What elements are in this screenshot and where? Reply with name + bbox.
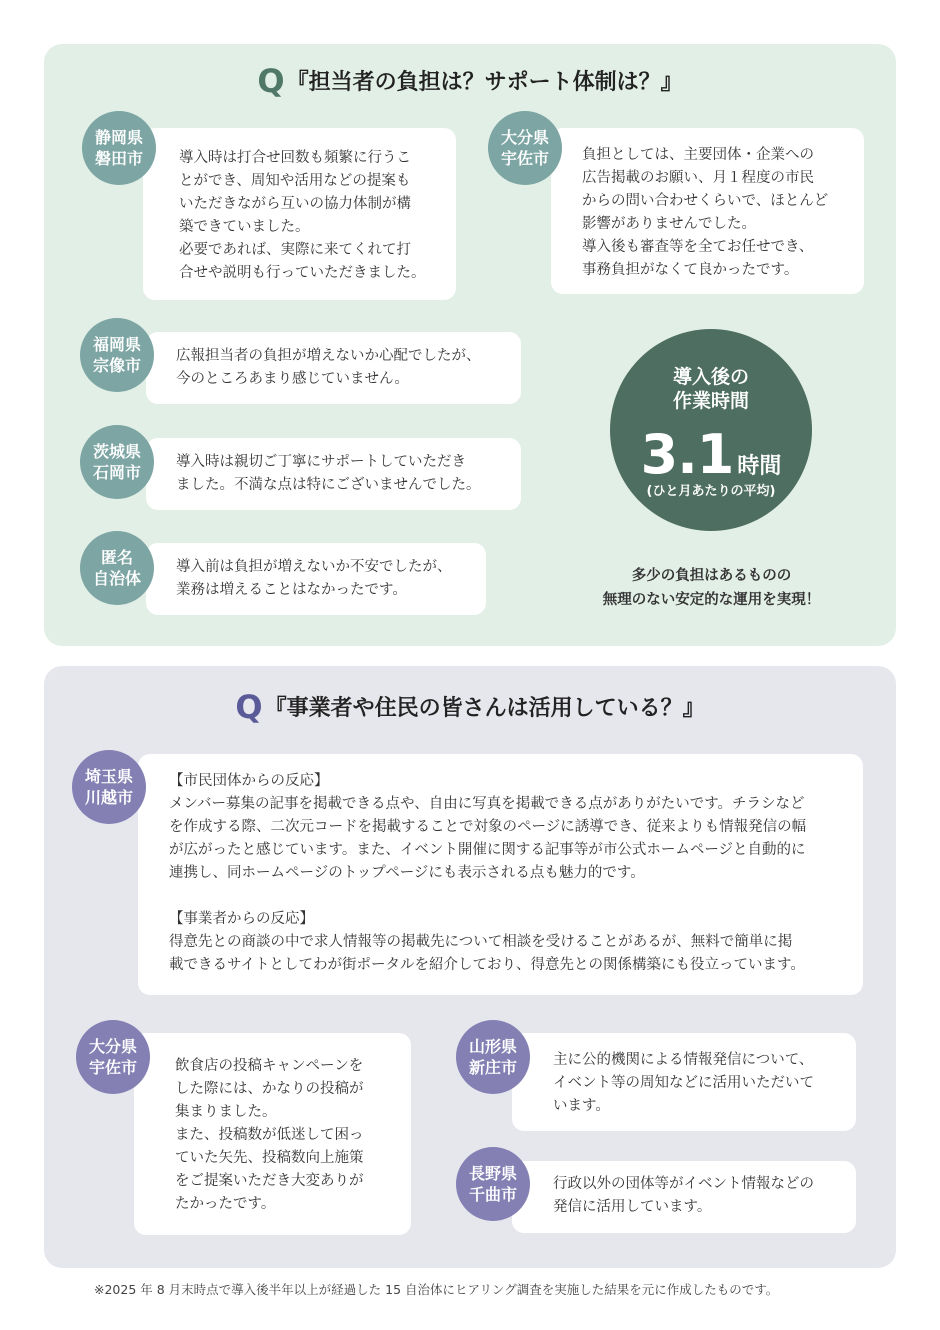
footnote: ※2025 年 8 月末時点で導入後半年以上が経過した 15 自治体にヒアリング調査を実施した結果を元に作成したものです。 [94,1282,779,1297]
comment-line: ました。不満な点は特にございませんでした。 [176,477,481,493]
stat-label [610,365,812,413]
section-title-text: 『事業者や住民の皆さんは活用している？』 [264,696,705,721]
comment-line: 連携し、同ホームページのトップページにも表示される点も魅力的です。 [169,865,645,881]
comment-line: 【事業者からの反応】 [169,911,314,927]
comment-line: 発信に活用しています。 [553,1199,712,1215]
comment-card [138,754,863,995]
municipality-badge [72,750,146,824]
city-label: 千曲市 [468,1185,517,1204]
prefecture-label: 匿名 [100,548,133,567]
municipality-badge [82,111,156,185]
comment-line: メンバー募集の記事を掲載できる点や、自由に写真を掲載できる点がありがたいです。チラシなど [169,796,805,812]
stat-unit: 時間 [737,454,782,479]
prefecture-label: 大分県 [88,1037,137,1056]
municipality-badge [76,1020,150,1094]
usage-section [44,666,896,1268]
municipality-badge [456,1147,530,1221]
work-time-stat [610,329,812,531]
prefecture-label: 長野県 [468,1164,517,1183]
comment-line: 主に公的機関による情報発信について、 [553,1052,814,1068]
prefecture-label: 埼玉県 [84,767,133,786]
section-title [44,688,896,726]
comment-line: また、投稿数が低迷して困っ [175,1127,364,1143]
stat-label-line: 導入後の [672,366,749,388]
comment-line: イベント等の周知などに活用いただいて [553,1075,814,1091]
comment-line: 載できるサイトとしてわが街ポータルを紹介しており、得意先との関係構築にも役立っています。 [169,957,805,973]
support-section [44,44,896,646]
prefecture-label: 福岡県 [92,335,141,354]
comment-line: 導入時は親切ご丁寧にサポートしていただき [176,454,466,470]
city-label: 自治体 [92,569,141,588]
comment-card [134,1033,411,1235]
comment-line: からの問い合わせくらいで、ほとんど [582,193,829,209]
comment-line: 行政以外の団体等がイベント情報などの [553,1176,814,1192]
comment-line: 【市民団体からの反応】 [169,773,329,789]
comment-line: 集まりました。 [175,1104,277,1120]
section-title [44,62,896,100]
comment-card [143,128,456,300]
comment-line: 築できていました。 [179,219,310,235]
comment-card [146,332,521,404]
comment-line: 事務負担がなくて良かったです。 [582,262,799,278]
comment-card [146,438,521,510]
municipality-badge [456,1020,530,1094]
comment-line: をご提案いただき大変ありが [175,1173,364,1189]
municipality-badge [80,531,154,605]
city-label: 宇佐市 [500,149,549,168]
q-mark: Q [235,688,263,726]
comment-line: 業務は増えることはなかったです。 [176,582,407,598]
stat-value: 3.1 [640,423,734,486]
comment-line: ていた矢先、投稿数向上施策 [175,1150,364,1166]
city-label: 宇佐市 [88,1058,137,1077]
municipality-badge [80,425,154,499]
city-label: 宗像市 [92,356,141,375]
comment-line: 導入後も審査等を全てお任せでき、 [582,239,814,255]
comment-line: 影響がありませんでした。 [582,216,756,232]
municipality-badge [488,111,562,185]
comment-line: を作成する際、二次元コードを掲載することで対象のページに誘導でき、従来よりも情報発信の幅 [169,819,807,835]
city-label: 石岡市 [92,463,141,482]
comment-line: 合せや説明も行っていただきました。 [179,265,426,281]
city-label: 新庄市 [468,1058,517,1077]
comment-card [512,1033,856,1131]
stat-note: (ひと月あたりの平均) [646,484,776,499]
comment-line: いただきながら互いの協力体制が構 [179,196,411,212]
comment-line: います。 [553,1098,610,1114]
comment-line: 導入前は負担が増えないか不安でしたが、 [176,559,452,575]
comment-line: 広告掲載のお願い、月１程度の市民 [582,170,814,186]
prefecture-label: 静岡県 [94,128,143,147]
comment-line: 必要であれば、実際に来てくれて打 [179,242,411,258]
comment-card [146,543,486,615]
municipality-badge [80,318,154,392]
conclusion-text [554,564,869,612]
prefecture-label: 茨城県 [92,442,141,461]
section-title-text: 『担当者の負担は？サポート体制は？』 [286,70,683,95]
city-label: 磐田市 [94,149,143,168]
comment-line: 負担としては、主要団体・企業への [582,147,814,163]
comment-line: 導入時は打合せ回数も頻繁に行うこ [179,150,411,166]
q-mark: Q [257,62,285,100]
comment-line: たかったです。 [175,1196,276,1212]
stat-label-line: 作業時間 [672,390,749,412]
comment-line: 今のところあまり感じていません。 [176,371,409,387]
conclusion-line: 無理のない安定的な運用を実現！ [602,592,821,608]
prefecture-label: 大分県 [500,128,549,147]
stat-value-row [610,423,812,486]
comment-card [551,128,864,294]
comment-line: とができ、周知や活用などの提案も [179,173,411,189]
prefecture-label: 山形県 [468,1037,517,1056]
city-label: 川越市 [84,788,133,807]
conclusion-line: 多少の負担はあるものの [631,568,792,584]
comment-line: 得意先との商談の中で求人情報等の掲載先について相談を受けることがあるが、無料で簡単に掲 [169,934,793,950]
comment-line: 飲食店の投稿キャンペーンを [175,1058,364,1074]
comment-line: 広報担当者の負担が増えないか心配でしたが、 [176,348,481,364]
comment-card [512,1161,856,1233]
comment-line: した際には、かなりの投稿が [175,1081,364,1097]
comment-line: が広がったと感じています。また、イベント開催に関する記事等が市公式ホームページと自動的に [169,842,806,858]
